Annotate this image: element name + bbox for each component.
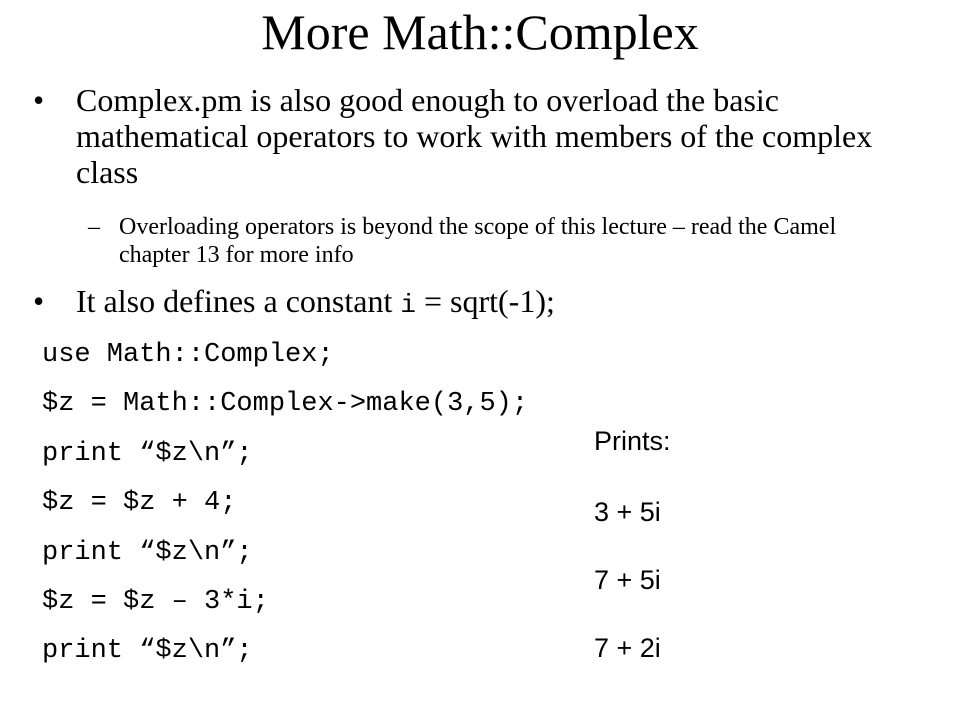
output-line: 7 + 2i — [594, 633, 661, 663]
code-line: $z = $z – 3*i; — [42, 586, 269, 617]
bullet-marker: • — [33, 283, 45, 319]
bullet-text: Complex.pm is also good enough to overload the basic mathematical operators to work with members of the complex class — [76, 82, 873, 190]
code-line: $z = $z + 4; — [42, 488, 237, 519]
bullet-text-after: = sqrt(-1); — [415, 283, 555, 319]
bullet-item — [33, 283, 913, 323]
code-line: print “$z\n”; — [42, 636, 253, 667]
inline-code: i — [400, 290, 416, 320]
bullet-text — [76, 283, 555, 323]
output-line: 7 + 5i — [594, 565, 661, 595]
code-line: print “$z\n”; — [42, 438, 253, 469]
sub-bullet-text: Overloading operators is beyond the scope of this lecture – read the Camel chapter 13 for more info — [119, 214, 837, 268]
bullet-item — [33, 82, 913, 192]
code-line: $z = Math::Complex->make(3,5); — [42, 389, 529, 420]
bullet-text-before: It also defines a constant — [76, 283, 401, 319]
sub-bullet-marker: – — [88, 214, 100, 240]
code-line: print “$z\n”; — [42, 537, 253, 568]
code-line: use Math::Complex; — [42, 340, 334, 370]
output-label: Prints: — [594, 426, 671, 456]
output-line: 3 + 5i — [594, 497, 661, 527]
bullet-marker: • — [33, 82, 45, 118]
slide-title: More Math::Complex — [261, 4, 699, 60]
